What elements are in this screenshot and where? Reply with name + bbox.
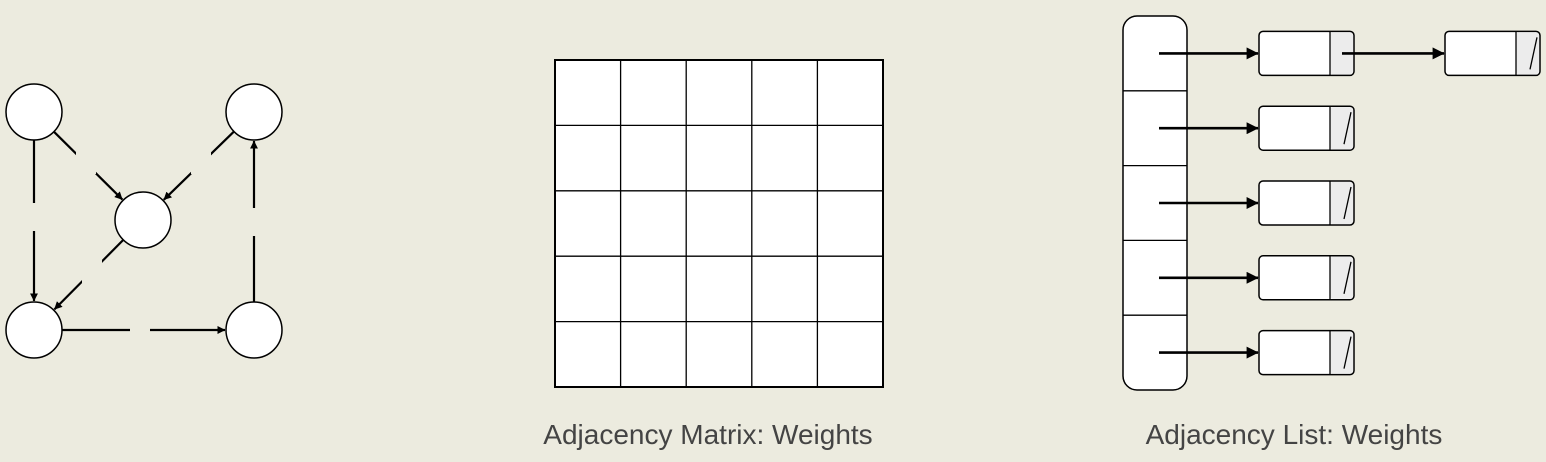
list-node-pointer-cell xyxy=(1330,107,1353,149)
matrix-grid xyxy=(555,60,883,387)
edge-label-bg xyxy=(191,146,211,174)
edge-label-bg xyxy=(82,256,102,284)
adjacency-matrix-panel xyxy=(555,60,883,387)
list-caption: Adjacency List: Weights xyxy=(1145,419,1443,450)
graph-node-1 xyxy=(6,302,62,358)
edge-label-bg xyxy=(23,203,43,231)
graph-node-0 xyxy=(6,84,62,140)
list-node-pointer-cell xyxy=(1516,32,1539,74)
edge-label-bg xyxy=(130,315,150,343)
graph-node-2 xyxy=(226,84,282,140)
list-node-pointer-cell xyxy=(1330,182,1353,224)
adjacency-list-panel xyxy=(1123,16,1540,390)
matrix-caption: Adjacency Matrix: Weights xyxy=(543,419,873,450)
list-node-pointer-cell xyxy=(1330,332,1353,374)
edge-label-bg xyxy=(244,208,264,236)
list-node-pointer-cell xyxy=(1330,257,1353,299)
graph-node-3 xyxy=(226,302,282,358)
graph-panel xyxy=(6,84,282,358)
edge-label-bg xyxy=(76,146,96,174)
graph-node-4 xyxy=(115,192,171,248)
